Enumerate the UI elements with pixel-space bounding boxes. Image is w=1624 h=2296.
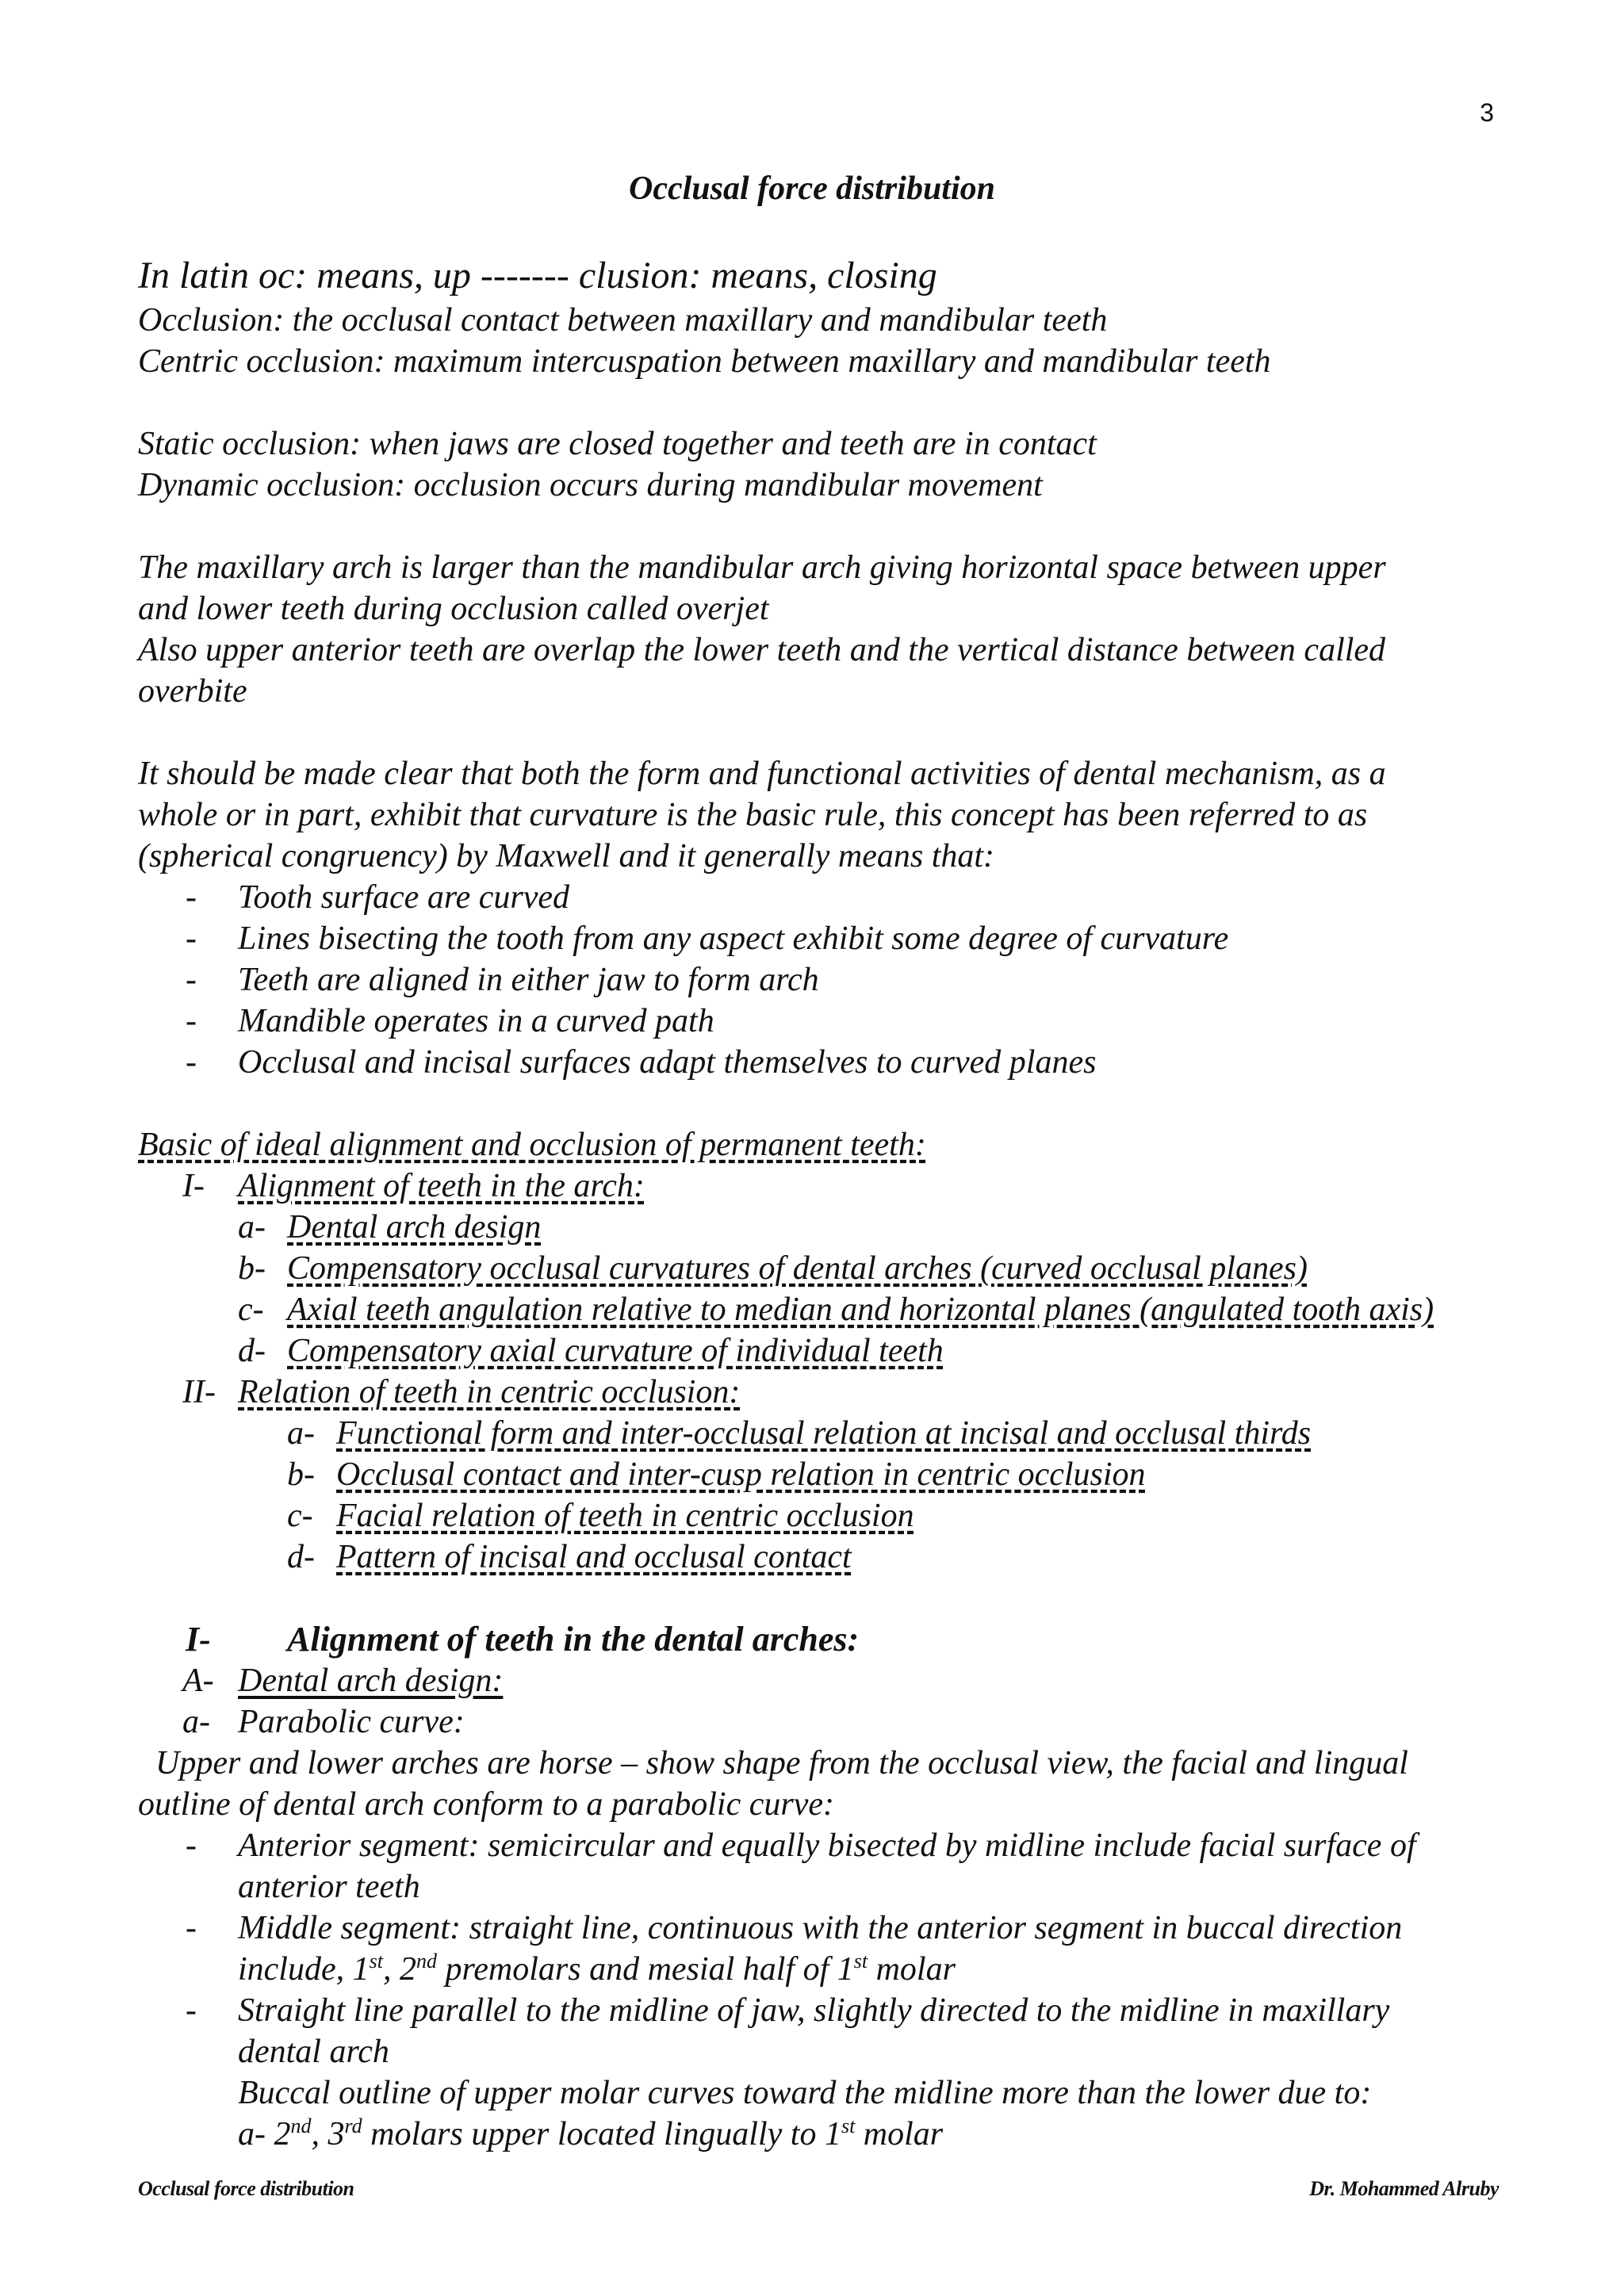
dynamic-occlusion-definition: Dynamic occlusion: occlusion occurs during mandibular movement xyxy=(138,467,1043,503)
alignment-section xyxy=(138,1619,1499,2155)
list-item-text: anterior teeth xyxy=(238,1869,420,1905)
list-item xyxy=(138,1990,1499,2114)
list-item xyxy=(138,877,1499,918)
outline-item xyxy=(138,1536,1499,1578)
list-item xyxy=(138,1001,1499,1042)
outline-item xyxy=(138,1207,1499,1248)
curvature-paragraph xyxy=(138,753,1499,877)
list-item-text: Middle segment: straight line, continuous with the anterior segment in buccal direction xyxy=(238,1910,1403,1946)
item-text: Pattern of incisal and occlusal contact xyxy=(336,1539,852,1575)
roman-numeral: II- xyxy=(182,1374,216,1410)
item-text: Axial teeth angulation relative to median and horizontal planes (angulated tooth axis) xyxy=(287,1292,1434,1328)
outline-section-1 xyxy=(138,1165,1499,1207)
item-letter: a- xyxy=(287,1415,315,1452)
section-title: Alignment of teeth in the arch: xyxy=(238,1168,645,1204)
paragraph-line: The maxillary arch is larger than the mandibular arch giving horizontal space between upper xyxy=(138,549,1386,586)
list-item xyxy=(138,1042,1499,1083)
list-item-text: Occlusal and incisal surfaces adapt themselves to curved planes xyxy=(238,1044,1097,1081)
section-title: Relation of teeth in centric occlusion: xyxy=(238,1374,741,1410)
occlusion-definition: Occlusion: the occlusal contact between maxillary and mandibular teeth xyxy=(138,302,1108,339)
page-number: 3 xyxy=(1480,98,1494,127)
list-item-text: include, 1st, 2nd premolars and mesial half of 1st molar xyxy=(238,1950,956,1988)
document-body xyxy=(138,252,1499,2155)
list-item-text: Tooth surface are curved xyxy=(238,879,570,916)
centric-occlusion-definition: Centric occlusion: maximum intercuspation between maxillary and mandibular teeth xyxy=(138,343,1271,380)
paragraph-line: and lower teeth during occlusion called overjet xyxy=(138,591,769,627)
paragraph-line: overbite xyxy=(138,673,247,710)
item-letter: a- xyxy=(182,1704,210,1740)
item-text: Dental arch design xyxy=(287,1209,542,1246)
list-item xyxy=(138,918,1499,959)
page-title: Occlusal force distribution xyxy=(628,170,996,207)
subsection-title: Dental arch design: xyxy=(238,1663,504,1699)
basic-outline xyxy=(138,1124,1499,1578)
section-heading-text: Alignment of teeth in the dental arches: xyxy=(287,1620,860,1659)
bullet-dash: - xyxy=(186,1044,197,1081)
bullet-dash: - xyxy=(186,962,197,998)
outline-item xyxy=(138,1330,1499,1372)
item-text: Facial relation of teeth in centric occlusion xyxy=(336,1498,914,1534)
item-text: Compensatory occlusal curvatures of dental arches (curved occlusal planes) xyxy=(287,1250,1308,1287)
list-item-text: Straight line parallel to the midline of jaw, slightly directed to the midline in maxillary xyxy=(238,1992,1390,2029)
curvature-list xyxy=(138,877,1499,1083)
list-item xyxy=(138,959,1499,1001)
item-letter: a- xyxy=(238,1209,266,1246)
list-item-text: dental arch xyxy=(238,2034,389,2070)
item-letter: d- xyxy=(287,1539,315,1575)
item-letter: a- xyxy=(238,2116,266,2152)
list-item xyxy=(138,1908,1499,1990)
bullet-dash: - xyxy=(186,1827,197,1864)
item-letter: c- xyxy=(287,1498,313,1534)
bullet-dash: - xyxy=(186,1992,197,2029)
outline-heading: Basic of ideal alignment and occlusion of permanent teeth: xyxy=(138,1127,926,1163)
bullet-dash: - xyxy=(186,1003,197,1039)
item-letter: c- xyxy=(238,1292,264,1328)
outline-item xyxy=(138,1289,1499,1330)
list-item-text: Mandible operates in a curved path xyxy=(238,1003,714,1039)
list-item-text: Teeth are aligned in either jaw to form arch xyxy=(238,962,819,998)
sub-subsection xyxy=(138,1701,1499,1743)
paragraph-line: It should be made clear that both the form and functional activities of dental mechanism, as a xyxy=(138,756,1386,792)
overjet-paragraph xyxy=(138,547,1499,712)
item-letter: b- xyxy=(287,1456,315,1493)
outline-item xyxy=(138,1248,1499,1289)
list-item xyxy=(138,2114,1499,2155)
item-text: Compensatory axial curvature of individual teeth xyxy=(287,1333,944,1369)
outline-item xyxy=(138,1413,1499,1454)
item-letter: b- xyxy=(238,1250,266,1287)
bullet-dash: - xyxy=(186,879,197,916)
static-occlusion-definition: Static occlusion: when jaws are closed together and teeth are in contact xyxy=(138,426,1097,462)
list-item-text: 2nd, 3rd molars upper located lingually to 1st molar xyxy=(274,2114,944,2152)
paragraph-line: Upper and lower arches are horse – show shape from the occlusal view, the facial and lingual xyxy=(155,1745,1408,1781)
paragraph-line: Also upper anterior teeth are overlap the lower teeth and the vertical distance between called xyxy=(138,632,1386,668)
paragraph-line: outline of dental arch conform to a parabolic curve: xyxy=(138,1786,834,1823)
paragraph-line: whole or in part, exhibit that curvature is the basic rule, this concept has been referred to as xyxy=(138,797,1368,833)
footer-author: Dr. Mohammed Alruby xyxy=(1309,2177,1499,2200)
list-item-text: Anterior segment: semicircular and equally bisected by midline include facial surface of xyxy=(238,1827,1416,1864)
subsection-heading xyxy=(138,1660,1499,1701)
list-item-text: Buccal outline of upper molar curves toward the midline more than the lower due to: xyxy=(238,2075,1372,2111)
latin-definition: In latin oc: means, up ------- clusion: means, closing xyxy=(138,254,937,297)
outline-section-2 xyxy=(138,1372,1499,1413)
list-item xyxy=(138,1825,1499,1908)
bullet-dash: - xyxy=(186,1910,197,1946)
section-heading xyxy=(138,1619,1499,1660)
outline-item xyxy=(138,1454,1499,1495)
item-letter: A- xyxy=(182,1663,214,1699)
outline-item xyxy=(138,1495,1499,1536)
footer-title: Occlusal force distribution xyxy=(138,2177,354,2200)
item-letter: d- xyxy=(238,1333,266,1369)
roman-numeral: I- xyxy=(186,1620,211,1659)
paragraph-line: (spherical congruency) by Maxwell and it generally means that: xyxy=(138,838,995,874)
roman-numeral: I- xyxy=(182,1168,205,1204)
bullet-dash: - xyxy=(186,920,197,957)
item-text: Functional form and inter-occlusal relation at incisal and occlusal thirds xyxy=(336,1415,1312,1452)
sub-subsection-title: Parabolic curve: xyxy=(238,1704,465,1740)
item-text: Occlusal contact and inter-cusp relation in centric occlusion xyxy=(336,1456,1146,1493)
list-item-text: Lines bisecting the tooth from any aspect exhibit some degree of curvature xyxy=(238,920,1229,957)
